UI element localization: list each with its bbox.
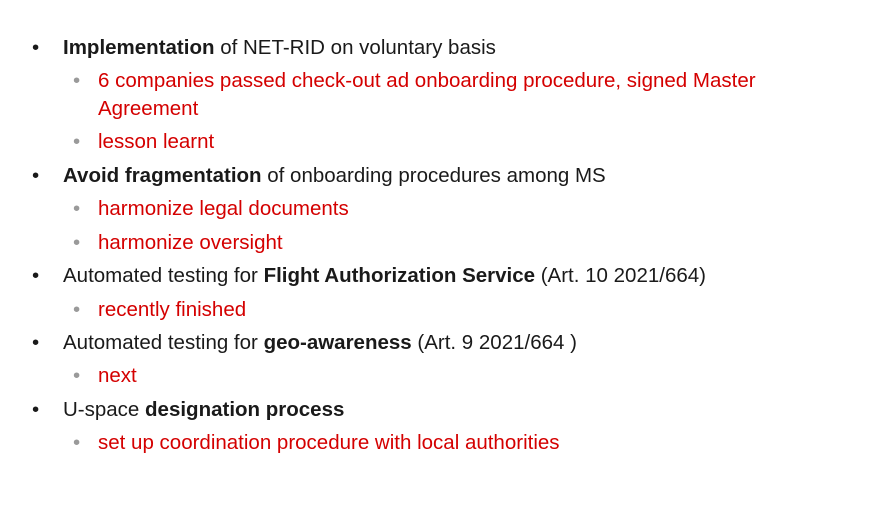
sub-bullet-text: set up coordination procedure with local authorities xyxy=(98,431,560,454)
bullet-text xyxy=(63,34,496,62)
sub-bullet-text: 6 companies passed check-out ad onboarding procedure, signed Master Agreement xyxy=(98,69,756,120)
sub-bullet-text: recently finished xyxy=(98,298,247,321)
bullet-text-part: of NET-RID on voluntary basis xyxy=(214,36,496,59)
bullet-text-part: Automated testing for xyxy=(63,331,264,354)
bullet-text xyxy=(63,262,706,290)
bullet-marker: • xyxy=(32,264,40,287)
bullet-text xyxy=(63,396,344,424)
sub-bullet-text: harmonize oversight xyxy=(98,231,283,254)
sub-bullet-marker: • xyxy=(73,231,81,254)
bullet-marker: • xyxy=(32,398,40,421)
bullet-marker: • xyxy=(32,331,40,354)
bullet-text-part: (Art. 10 2021/664) xyxy=(535,264,706,287)
sub-bullet-text: next xyxy=(98,364,137,387)
sub-bullet-marker: • xyxy=(73,197,81,220)
bullet-text-bold: Avoid fragmentation xyxy=(63,164,262,187)
bullet-marker: • xyxy=(32,36,40,59)
bullet-text-bold: geo-awareness xyxy=(263,331,412,354)
bullet-text-part: Automated testing for xyxy=(63,264,264,287)
bullet-text-bold: designation process xyxy=(145,398,345,421)
sub-bullet-marker: • xyxy=(73,130,81,153)
bullet-marker: • xyxy=(32,164,40,187)
sub-bullet-text: harmonize legal documents xyxy=(98,197,349,220)
sub-bullet-text: lesson learnt xyxy=(98,130,215,153)
sub-bullet-marker: • xyxy=(73,431,81,454)
bullet-text-part: (Art. 9 2021/664 ) xyxy=(411,331,577,354)
bullet-text xyxy=(63,162,606,190)
sub-bullet-marker: • xyxy=(73,69,81,92)
bullet-text-bold: Implementation xyxy=(63,36,215,59)
bullet-text-bold: Flight Authorization Service xyxy=(263,264,536,287)
bullet-text xyxy=(63,329,577,357)
bullet-text-part: of onboarding procedures among MS xyxy=(261,164,606,187)
bullet-text-part: U-space xyxy=(63,398,146,421)
sub-bullet-marker: • xyxy=(73,298,81,321)
sub-bullet-marker: • xyxy=(73,364,81,387)
